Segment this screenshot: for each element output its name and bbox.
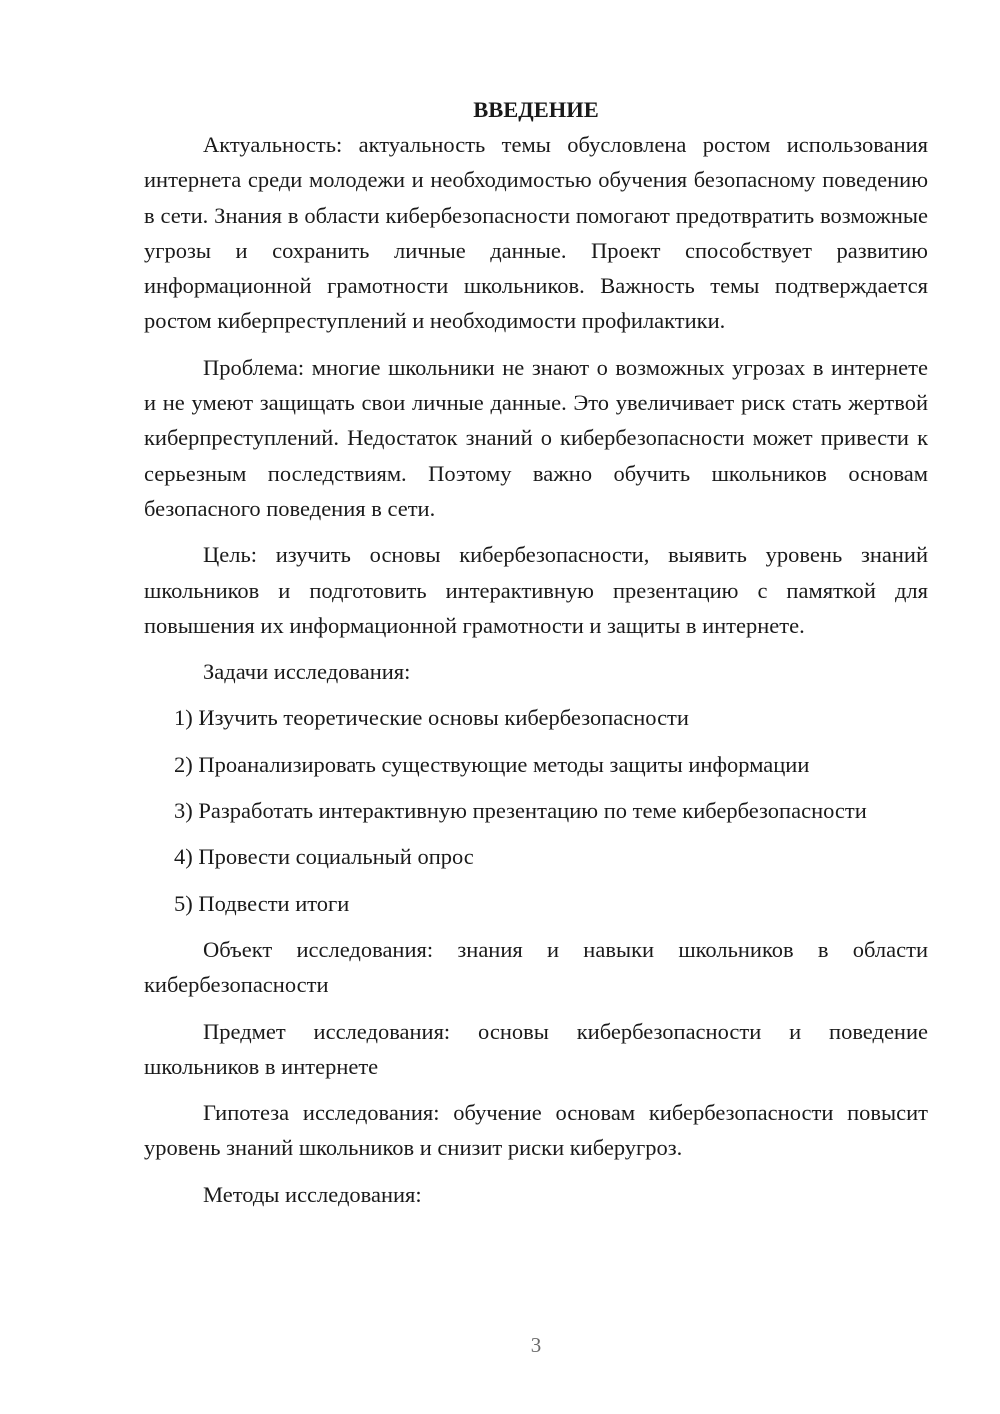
task-item-2: 2) Проанализировать существующие методы защиты информации — [174, 751, 810, 777]
page-content — [144, 92, 928, 1223]
task-item-5: 5) Подвести итоги — [174, 890, 350, 916]
page-number: 3 — [530, 1333, 542, 1357]
task-item-3: 3) Разработать интерактивную презентацию по теме кибербезопасности — [174, 798, 867, 824]
methods-label: Методы исследования: — [203, 1181, 422, 1207]
problem-paragraph: Проблема: многие школьники не знают о возможных угрозах в интернете и не умеют защищать свои личные данные. Это увеличивает риск стать жертвой киберпреступлений. Недостаток знаний о кибербезопасности может привести к серьезным последствиям. Поэтому важно обучить школьников основам безопасного поведения в сети. — [144, 354, 928, 521]
subject-paragraph: Предмет исследования: основы кибербезопасности и поведение школьников в интернете — [144, 1018, 928, 1079]
section-heading: ВВЕДЕНИЕ — [473, 97, 599, 122]
task-item-4: 4) Провести социальный опрос — [174, 844, 474, 870]
object-paragraph: Объект исследования: знания и навыки школьников в области кибербезопасности — [144, 936, 928, 998]
goal-paragraph: Цель: изучить основы кибербезопасности, выявить уровень знаний школьников и подготовить интерактивную презентацию с памяткой для повышения их информационной грамотности и защиты в интернете. — [144, 542, 928, 638]
relevance-paragraph: Актуальность: актуальность темы обусловлена ростом использования интернета среди молодежи и необходимостью обучения безопасному поведению в сети. Знания в области кибербезопасности помогают предотвратить возможные угрозы и сохранить личные данные. Проект способствует развитию информационной грамотности школьников. Важность темы подтверждается ростом киберпреступлений и необходимости профилактики. — [144, 132, 928, 334]
task-item-1: 1) Изучить теоретические основы кибербезопасности — [174, 705, 689, 731]
hypothesis-paragraph: Гипотеза исследования: обучение основам кибербезопасности повысит уровень знаний школьников и снизит риски киберугроз. — [144, 1100, 928, 1161]
tasks-label: Задачи исследования: — [203, 659, 411, 685]
